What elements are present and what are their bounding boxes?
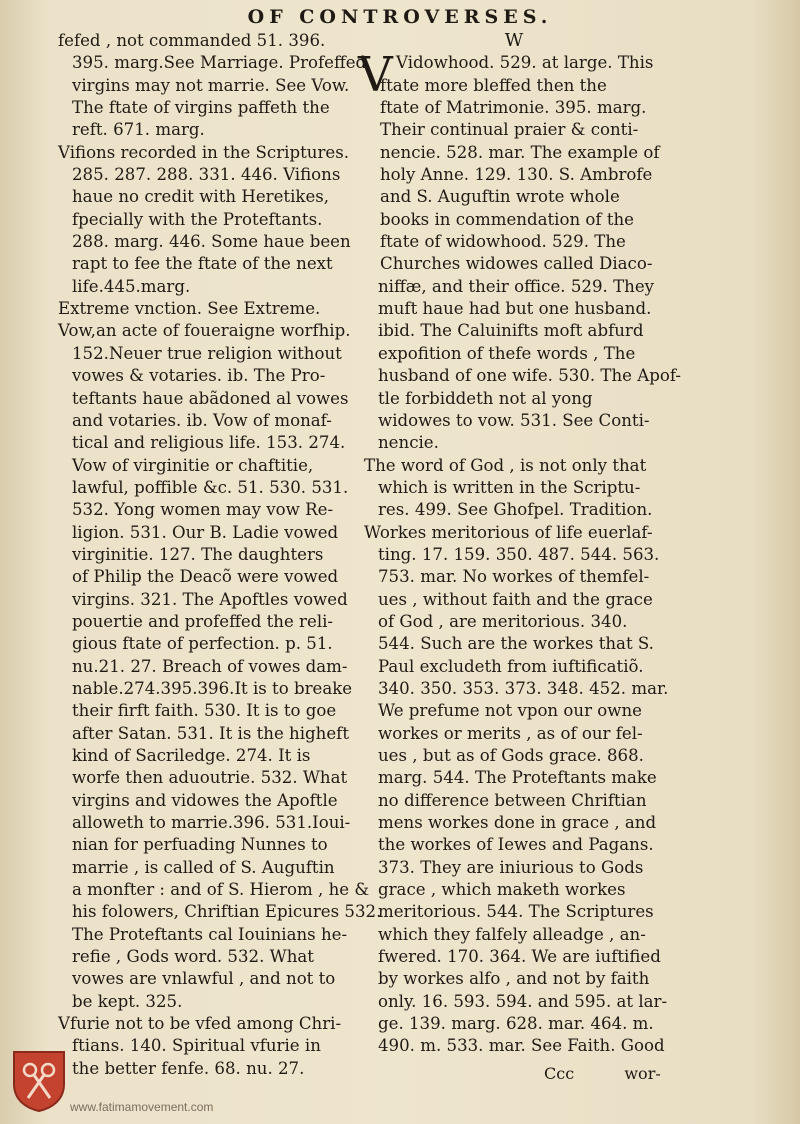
right-line: ftate of Matrimonie. 395. marg.: [380, 98, 647, 118]
left-line: Vow of virginitie or chaftitie,: [72, 455, 314, 475]
right-line-text: Vidowhood. 529. at large. This: [396, 53, 654, 73]
right-line: 490. m. 533. mar. See Faith. Good: [378, 1036, 665, 1056]
left-line: his folowers, Chriftian Epicures 532.: [72, 902, 382, 922]
right-line: ting. 17. 159. 350. 487. 544. 563.: [378, 544, 660, 564]
section-letter: W: [504, 30, 524, 51]
left-line: ftians. 140. Spiritual vfurie in: [72, 1036, 321, 1056]
left-line: The Proteftants cal Iouinians he-: [72, 924, 348, 944]
left-line: pouertie and profeffed the reli-: [72, 611, 334, 631]
right-line: meritorious. 544. The Scriptures: [378, 902, 654, 922]
right-line: workes or merits , as of our fel-: [378, 723, 643, 743]
right-line: mens workes done in grace , and: [378, 813, 657, 833]
left-line: haue no credit with Heretikes,: [72, 187, 330, 207]
right-line: We prefume not vpon our owne: [378, 701, 642, 721]
right-line: ftate more bleffed then the: [380, 75, 607, 95]
right-line: the workes of Iewes and Pagans.: [378, 835, 654, 855]
left-line: lawful, poffible &c. 51. 530. 531.: [72, 477, 349, 497]
left-line: and votaries. ib. Vow of monaf-: [72, 410, 332, 430]
right-column: [358, 30, 682, 1058]
left-line: kind of Sacriledge. 274. It is: [72, 746, 311, 765]
left-line: Vifions recorded in the Scriptures.: [58, 142, 349, 162]
left-line: 288. marg. 446. Some haue been: [72, 232, 351, 252]
left-line: tical and religious life. 153. 274.: [72, 433, 346, 453]
left-line: 152.Neuer true religion without: [72, 343, 342, 363]
left-column: [58, 30, 382, 1080]
catchword: [544, 1064, 661, 1083]
left-line: ligion. 531. Our B. Ladie vowed: [72, 522, 339, 542]
left-line: nian for perfuading Nunnes to: [72, 835, 328, 855]
left-line: fpecially with the Proteftants.: [72, 209, 323, 229]
left-line: be kept. 325.: [72, 991, 183, 1011]
left-line: fefed , not commanded 51. 396.: [58, 31, 326, 50]
left-line: vowes & votaries. ib. The Pro-: [72, 366, 326, 386]
left-line: refie , Gods word. 532. What: [72, 947, 314, 967]
right-line: which they falfely alleadge , an-: [378, 924, 646, 944]
right-line: no difference between Chriftian: [378, 790, 647, 810]
right-line: and S. Auguftin wrote whole: [380, 187, 620, 207]
left-line: 532. Yong women may vow Re-: [72, 500, 334, 520]
right-line: tle forbiddeth not al yong: [378, 388, 593, 408]
left-line: alloweth to marrie.396. 531.Ioui-: [72, 813, 351, 833]
right-line: Paul excludeth from iuftificatiõ.: [378, 656, 644, 676]
right-line: marg. 544. The Proteftants make: [378, 768, 657, 788]
left-line: of Philip the Deacõ were vowed: [72, 567, 339, 587]
right-line: ues , without faith and the grace: [378, 589, 653, 609]
left-line: Vfurie not to be vfed among Chri-: [58, 1014, 342, 1034]
left-line: nu.21. 27. Breach of vowes dam-: [72, 656, 348, 676]
left-line: vowes are vnlawful , and not to: [72, 969, 336, 989]
left-line: The ftate of virgins paffeth the: [72, 98, 330, 118]
right-line: by workes alfo , and not by faith: [378, 969, 650, 989]
right-line: of God , are meritorious. 340.: [378, 611, 628, 631]
right-line: niffæ, and their office. 529. They: [378, 276, 655, 296]
drop-cap: V: [358, 47, 393, 104]
left-line: Extreme vnction. See Extreme.: [58, 299, 321, 319]
right-line: Churches widowes called Diaco-: [380, 254, 653, 274]
left-line: marrie , is called of S. Auguftin: [72, 857, 335, 877]
right-line: nencie. 528. mar. The example of: [380, 142, 660, 162]
left-line: virgins and vidowes the Apoftle: [72, 790, 338, 810]
right-line: 544. Such are the workes that S.: [378, 634, 654, 654]
right-line: 753. mar. No workes of themfel-: [378, 567, 650, 587]
left-line: a monfter : and of S. Hierom , he &: [72, 880, 370, 900]
left-line: nable.274.395.396.It is to breake: [72, 678, 353, 698]
right-line: which is written in the Scriptu-: [378, 477, 641, 497]
right-line: only. 16. 593. 594. and 595. at lar-: [378, 991, 668, 1011]
left-line: life.445.marg.: [72, 276, 191, 296]
right-line: husband of one wife. 530. The Apof-: [378, 366, 682, 386]
running-title: OF CONTROVERSES.: [247, 6, 553, 28]
right-line: ftate of widowhood. 529. The: [380, 232, 626, 252]
right-line: ge. 139. marg. 628. mar. 464. m.: [378, 1014, 654, 1034]
signature-mark: Ccc: [544, 1064, 575, 1083]
left-line: virgins may not marrie. See Vow.: [72, 75, 350, 95]
right-line: nencie.: [378, 433, 439, 453]
right-line: muft haue had but one husband.: [378, 299, 652, 319]
left-line: 285. 287. 288. 331. 446. Vifions: [72, 165, 341, 185]
right-line: holy Anne. 129. 130. S. Ambrofe: [380, 165, 653, 185]
left-line: rapt to fee the ftate of the next: [72, 254, 333, 274]
right-line: ues , but as of Gods grace. 868.: [378, 746, 644, 765]
left-line: reft. 671. marg.: [72, 120, 205, 140]
left-line: the better fenfe. 68. nu. 27.: [72, 1058, 305, 1078]
left-line: 395. marg.See Marriage. Profeffed: [72, 53, 367, 73]
right-line: books in commendation of the: [380, 209, 635, 229]
right-line: res. 499. See Ghofpel. Tradition.: [378, 500, 653, 520]
right-line: The word of God , is not only that: [364, 455, 647, 475]
right-line: 340. 350. 353. 373. 348. 452. mar.: [378, 678, 669, 698]
right-line: ibid. The Caluinifts moft abfurd: [378, 321, 644, 341]
right-line: fwered. 170. 364. We are iuftified: [378, 947, 661, 967]
left-line: gious ftate of perfection. p. 51.: [72, 634, 333, 654]
right-line: 373. They are iniurious to Gods: [378, 857, 644, 877]
left-line: teftants haue abãdoned al vowes: [72, 388, 349, 408]
right-line: expofition of thefe words , The: [378, 343, 636, 363]
papal-keys-seal-icon: [12, 1050, 66, 1112]
left-line: after Satan. 531. It is the higheft: [72, 723, 349, 743]
right-line: widowes to vow. 531. See Conti-: [378, 410, 650, 430]
right-line: grace , which maketh workes: [378, 880, 626, 900]
watermark-url: www.fatimamovement.com: [70, 1100, 214, 1114]
left-line: worfe then aduoutrie. 532. What: [72, 768, 348, 788]
catchword-text: wor-: [624, 1064, 661, 1083]
left-line: their firft faith. 530. It is to goe: [72, 701, 337, 721]
left-line: virginitie. 127. The daughters: [72, 544, 324, 564]
right-line: Workes meritorious of life euerlaf-: [364, 522, 653, 542]
right-line: Their continual praier & conti-: [380, 120, 639, 140]
left-line: virgins. 321. The Apoftles vowed: [72, 589, 348, 609]
left-line: Vow,an acte of foueraigne worfhip.: [58, 321, 351, 341]
